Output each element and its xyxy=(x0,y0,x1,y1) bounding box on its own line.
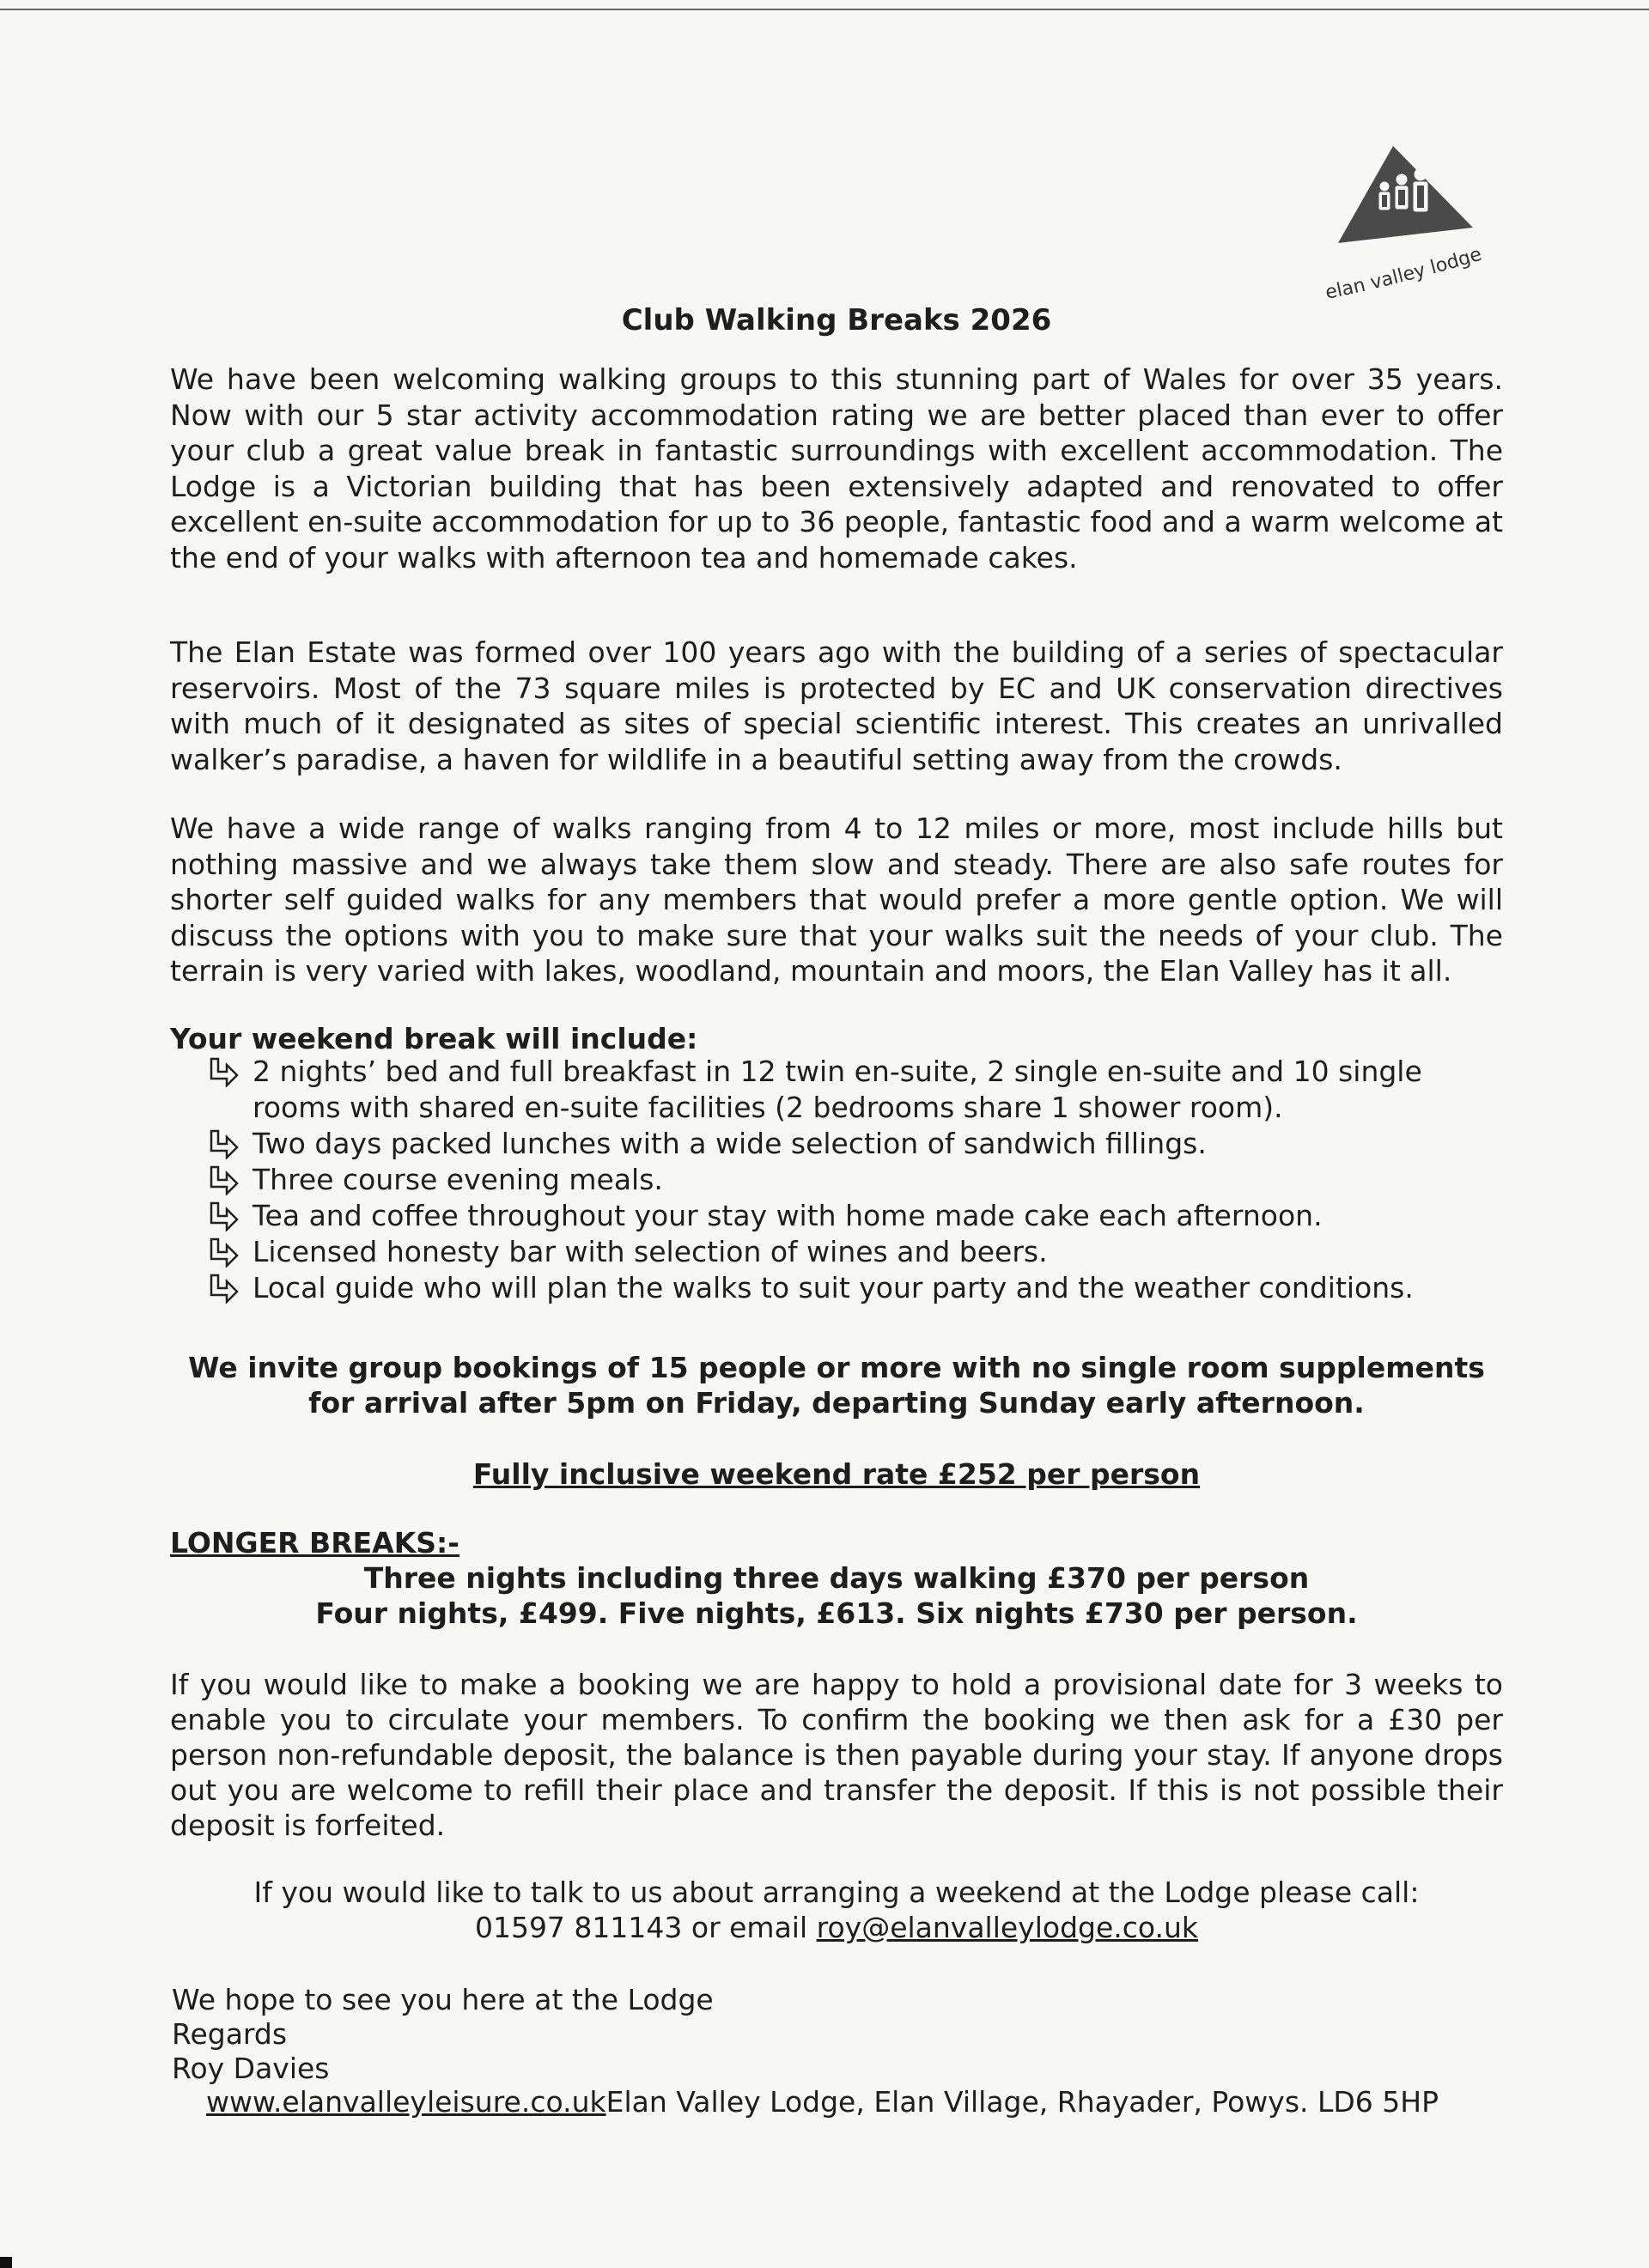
logo-text: elan valley lodge xyxy=(1323,243,1485,304)
list-item xyxy=(206,1198,1503,1234)
list-item-text: 2 nights’ bed and full breakfast in 12 twin en-suite, 2 single en-suite and 10 single rooms with shared en-suite facilities (2 bedrooms share 1 shower room). xyxy=(253,1055,1422,1124)
arrow-bullet-icon xyxy=(206,1273,240,1304)
estate-paragraph: The Elan Estate was formed over 100 years ago with the building of a series of spectacular reservoirs. Most of the 73 square miles is protected by EC and UK conservation directives with much of it designated as sites of special scientific interest. This creates an unrivalled walker’s paradise, a haven for wildlife in a beautiful setting away from the crowds. xyxy=(170,635,1503,776)
contact-email-link[interactable]: roy@elanvalleylodge.co.uk xyxy=(816,1911,1199,1944)
includes-heading: Your weekend break will include: xyxy=(170,1022,698,1055)
family-triangle-icon xyxy=(1323,142,1512,309)
list-item-text: Two days packed lunches with a wide selection of sandwich fillings. xyxy=(253,1127,1207,1160)
booking-paragraph: If you would like to make a booking we are happy to hold a provisional date for 3 weeks to enable you to circulate your members. To confirm the booking we then ask for a £30 per person non-refundable deposit, the balance is then payable during your stay. If anyone drops out you are welcome to refill their place and transfer the deposit. If this is not possible their deposit is forfeited. xyxy=(170,1668,1503,1842)
arrow-bullet-icon xyxy=(206,1128,240,1159)
list-item-text: Licensed honesty bar with selection of wines and beers. xyxy=(253,1235,1048,1268)
signoff-name: Roy Davies xyxy=(172,2052,330,2085)
longer-breaks-heading: LONGER BREAKS:- xyxy=(170,1526,459,1560)
signoff-regards: Regards xyxy=(172,2017,288,2051)
arrow-bullet-icon xyxy=(206,1056,240,1087)
invite-line-1: We invite group bookings of 15 people or more with no single room supplements xyxy=(188,1351,1485,1384)
footer xyxy=(206,2085,1439,2119)
arrow-bullet-icon xyxy=(206,1164,240,1195)
footer-address: Elan Valley Lodge, Elan Village, Rhayader, Powys. LD6 5HP xyxy=(605,2085,1439,2119)
longer-breaks-line-2: Four nights, £499. Five nights, £613. Six nights £730 per person. xyxy=(315,1596,1358,1630)
svg-text:elan valley lodge xyxy=(1323,244,1484,304)
list-item-text: Local guide who will plan the walks to suit your party and the weather conditions. xyxy=(253,1271,1414,1304)
contact-phone: 01597 811143 or email xyxy=(474,1911,817,1944)
list-item xyxy=(206,1054,1503,1126)
weekend-rate xyxy=(0,1456,1649,1492)
list-item xyxy=(206,1162,1503,1198)
includes-list xyxy=(206,1054,1503,1306)
list-item xyxy=(206,1270,1503,1306)
scan-corner-mark xyxy=(0,2257,12,2268)
signoff-line: We hope to see you here at the Lodge xyxy=(172,1983,714,2016)
arrow-bullet-icon xyxy=(206,1237,240,1268)
invite-line-2: for arrival after 5pm on Friday, departing Sunday early afternoon. xyxy=(308,1386,1365,1420)
contact-line-2 xyxy=(0,1910,1649,1945)
top-rule xyxy=(0,9,1649,10)
contact-line-1: If you would like to talk to us about arranging a weekend at the Lodge please call: xyxy=(253,1876,1420,1909)
elan-valley-lodge-logo xyxy=(1323,142,1512,309)
list-item-text: Tea and coffee throughout your stay with home made cake each afternoon. xyxy=(253,1199,1323,1232)
longer-breaks-line-1: Three nights including three days walking £370 per person xyxy=(363,1561,1310,1595)
arrow-bullet-icon xyxy=(206,1201,240,1231)
website-link[interactable]: www.elanvalleyleisure.co.uk xyxy=(206,2085,606,2119)
page-title: Club Walking Breaks 2026 xyxy=(621,303,1052,337)
intro-paragraph: We have been welcoming walking groups to this stunning part of Wales for over 35 years. Now with our 5 star activity accommodation rating we are better placed than ever to offer your club a great value break in fantastic surroundings with excellent accommodation. The Lodge is a Victorian building that has been extensively adapted and renovated to offer excellent en-suite accommodation for up to 36 people, fantastic food and a warm welcome at the end of your walks with afternoon tea and homemade cakes. xyxy=(170,362,1503,575)
list-item xyxy=(206,1234,1503,1270)
walks-paragraph: We have a wide range of walks ranging from 4 to 12 miles or more, most include hills but nothing massive and we always take them slow and steady. There are also safe routes for shorter self guided walks for any members that would prefer a more gentle option. We will discuss the options with you to make sure that your walks suit the needs of your club. The terrain is very varied with lakes, woodland, mountain and moors, the Elan Valley has it all. xyxy=(170,812,1503,988)
list-item-text: Three course evening meals. xyxy=(253,1163,663,1196)
weekend-rate-text: Fully inclusive weekend rate £252 per person xyxy=(472,1457,1201,1491)
list-item xyxy=(206,1126,1503,1162)
